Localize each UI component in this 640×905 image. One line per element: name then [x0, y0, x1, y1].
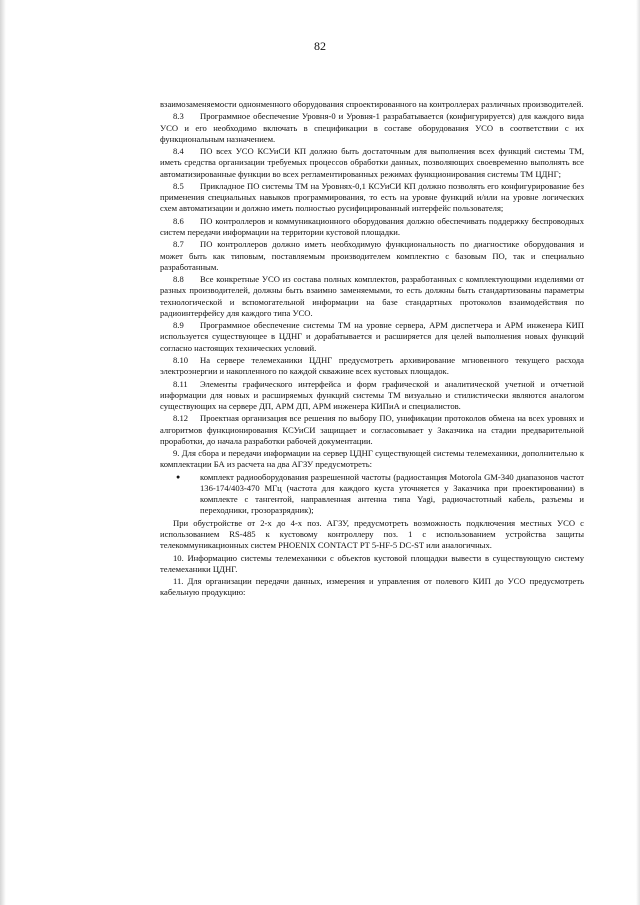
paragraph-text: ПО контроллеров должно иметь необходимую функциональность по диагностике оборудования и может быть как типовым, поставляемым производителем комплектно с базовым ПО, так и специально разработанным. [160, 239, 584, 272]
paragraph-rs485: При обустройстве от 2-х до 4-х поз. АГЗУ, предусмотреть возможность подключения местных УСО с использованием RS-485 к кустовому контроллеру поз. 1 с использованием устройства защиты телекоммуникационных систем PHOENIX CONTACT PT 5-HF-5 DC-ST или аналогичных. [160, 517, 584, 551]
bullet-icon: ● [176, 472, 181, 481]
paragraph-11: 11. Для организации передачи данных, измерения и управления от полевого КИП до УСО предусмотреть кабельную продукцию: [160, 576, 584, 598]
paragraph-8-10 [160, 355, 584, 377]
paragraph-9: 9. Для сбора и передачи информации на сервер ЦДНГ существующей системы телемеханики, дополнительно к комплектации БА из расчета на два АГЗУ предусмотреть: [160, 448, 584, 470]
paragraph-number: 8.4 [173, 146, 184, 157]
paragraph-8-11 [160, 379, 584, 413]
paragraph-number: 8.10 [173, 354, 189, 365]
paragraph-text: Элементы графического интерфейса и форм графической и аналитической учетной и отчетной информации для новых и расширяемых функций системы ТМ визуально и стилистически являются аналогом существующих на сервере ДП, АРМ ДП, АРМ инженера КИПиА и специалистов. [160, 378, 584, 411]
scan-left-edge [0, 0, 6, 905]
paragraph-number: 8.7 [173, 239, 184, 250]
paragraph-8-5 [160, 181, 584, 215]
scan-right-edge [636, 0, 640, 905]
paragraph-number: 8.12 [173, 413, 189, 424]
paragraph-number: 8.6 [173, 215, 184, 226]
paragraph-number: 8.9 [173, 320, 184, 331]
paragraph-8-3 [160, 111, 584, 145]
paragraph-number: 8.5 [173, 180, 184, 191]
paragraph-10: 10. Информацию системы телемеханики с объектов кустовой площадки вывести в существующую систему телемеханики ЦДНГ. [160, 552, 584, 574]
paragraph-8-12 [160, 413, 584, 447]
bullet-item [160, 472, 584, 517]
paragraph-text: Программное обеспечение системы ТМ на уровне сервера, АРМ диспетчера и АРМ инженера КИП используется существующее в ЦДНГ и дорабатывается и расширяется для целей выполнения новых функций согласно настоящих технических условий. [160, 320, 584, 353]
paragraph-8-4 [160, 146, 584, 180]
paragraph-number: 8.11 [173, 378, 188, 389]
paragraph-text: Программное обеспечение Уровня-0 и Уровня-1 разрабатывается (конфигурируется) для каждого вида УСО и его необходимо включать в спецификации в составе оборудования УСО в соответствии с их функциональным назначением. [160, 111, 584, 144]
paragraph: взаимозаменяемости однонменного оборудования спроектированного на контроллерах различных производителей. [160, 99, 584, 109]
page-number: 82 [314, 39, 326, 53]
paragraph-number: 8.8 [173, 274, 184, 285]
paragraph-text: На сервере телемеханики ЦДНГ предусмотреть архивирование мгновенного текущего расхода электроэнергии и накопленного по каждой скважине всех кустовых площадок. [160, 354, 584, 377]
paragraph-8-7 [160, 239, 584, 273]
paragraph-number: 8.3 [173, 111, 184, 122]
bullet-text: комплект радиооборудования разрешенной частоты (радиостанция Motorola GM-340 диапазонов частот 136-174/403-470 МГц (частота для каждого куста уточняется у Заказчика при проектировании) в комплекте с тангентой, направленная антенна типа Yagi, радиочастотный кабель, разъемы и переходники, грозоразрядник); [200, 471, 584, 516]
paragraph-text: Проектная организация все решения по выбору ПО, унификации протоколов обмена на всех уровнях и алгоритмов функционирования КСУиСИ защищает и согласовывает у Заказчика на стадии предварительной проработки, до начала разработки рабочей документации. [160, 413, 584, 446]
paragraph-text: ПО контроллеров и коммуникационного оборудования должно обеспечивать поддержку беспроводных систем передачи информации на территории кустовой площадки. [160, 215, 584, 237]
paragraph-8-6 [160, 216, 584, 238]
paragraph-text: ПО всех УСО КСУиСИ КП должно быть достаточным для выполнения всех функций системы ТМ, иметь средства организации требуемых процессов обработки данных, позволяющих своевременно выполнять все автоматизированные функции во всех регламентированных режимах функционирования системы ТМ ЦДНГ; [160, 146, 584, 179]
paragraph-8-8 [160, 274, 584, 319]
paragraph-text: Прикладное ПО системы ТМ на Уровнях-0,1 КСУиСИ КП должно позволять его конфигурирование без применения специальных навыков программирования, то есть на уровне функций и/или на уровне логических схем автоматизации и должно иметь полностью русифицированный интерфейс пользователя; [160, 180, 584, 214]
document-body [160, 99, 584, 600]
paragraph-text: Все конкретные УСО из состава полных комплектов, разработанных с комплектующими изделиями от разных производителей, должны быть взаимно заменяемыми, то есть должны быть стандартизованы параметры технологической и вспомогательной информации на базе стандартных протоколов взаимодействия по радиоинтерфейсу для каждого типа УСО. [160, 274, 584, 318]
paragraph-8-9 [160, 320, 584, 354]
